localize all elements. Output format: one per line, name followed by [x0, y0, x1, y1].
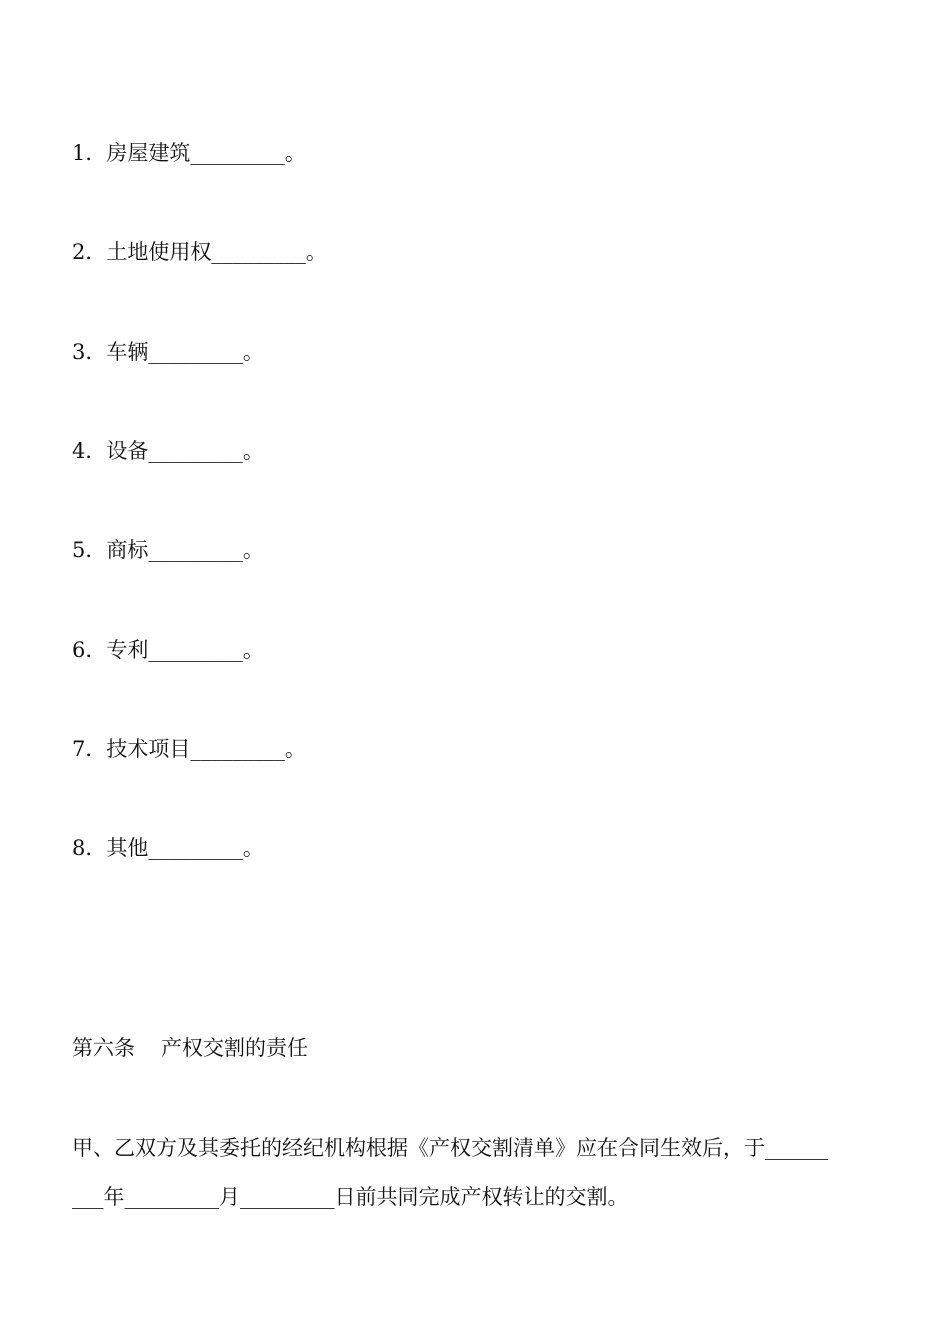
list-item: 2．土地使用权_________。 [72, 240, 327, 264]
section-heading [72, 1033, 308, 1063]
list-item: 4．设备_________。 [72, 439, 264, 463]
list-item: 7．技术项目_________。 [72, 737, 306, 761]
list-item: 3．车辆_________。 [72, 340, 264, 364]
list-item: 8．其他_________。 [72, 836, 264, 860]
paragraph-line: 甲、乙双方及其委托的经纪机构根据《产权交割清单》应在合同生效后，于______ [72, 1136, 828, 1160]
section-title: 产权交割的责任 [161, 1036, 308, 1060]
list-item: 6．专利_________。 [72, 638, 264, 662]
list-item: 1．房屋建筑_________。 [72, 141, 306, 165]
section-number: 第六条 [72, 1036, 135, 1060]
paragraph-line: ___年_________月_________日前共同完成产权转让的交割。 [72, 1185, 629, 1209]
list-item: 5．商标_________。 [72, 538, 264, 562]
